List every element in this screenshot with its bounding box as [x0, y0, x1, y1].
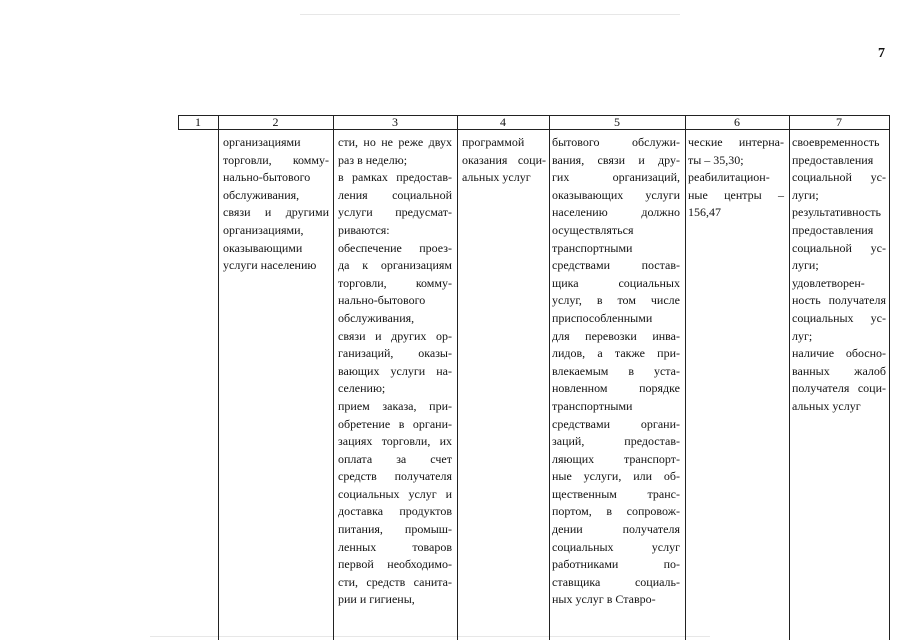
cell-line: обеспечение проез- [338, 240, 452, 255]
cell-line: луги; [792, 258, 819, 273]
col-border-5 [685, 115, 686, 640]
cell-line: оплата за счет [338, 451, 452, 466]
cell-line: сти, но не реже двух [338, 135, 452, 149]
cell-line: связи и других ор- [338, 328, 452, 343]
col-border-6 [789, 115, 790, 640]
cell-line: гих организаций, [552, 170, 680, 185]
cell-line: оказывающих услуги [552, 187, 680, 202]
cell-line: раз в неделю; [338, 152, 408, 167]
cell-line: оказывающими [223, 240, 303, 255]
cell-line: ческие интерна- [688, 135, 784, 149]
cell-line: обслуживания, [338, 310, 415, 325]
cell-line: риваются: [338, 222, 390, 237]
cell-line: наличие обосно- [792, 346, 886, 361]
cell-line: заций, предостав- [552, 434, 680, 449]
cell-line: луги; [792, 187, 819, 202]
cell-line: ность получателя [792, 293, 886, 308]
cell-line: торговли, комму- [223, 152, 329, 167]
cell-line: сти, средств санита- [338, 574, 452, 589]
cell-col-5 [552, 134, 680, 609]
header-col-5: 5 [614, 115, 620, 129]
cell-line: доставка продуктов [338, 504, 452, 519]
cell-line: дении получателя [552, 522, 680, 537]
cell-col-6 [688, 134, 784, 222]
cell-line: средств получателя [338, 469, 452, 484]
data-table [178, 115, 890, 640]
cell-line: предоставления [792, 152, 874, 167]
cell-line: ные услуги, или об- [552, 469, 680, 484]
cell-line: влекаемым в уста- [552, 363, 680, 378]
cell-line: реабилитацион- [688, 170, 770, 185]
cell-line: вающих услуги на- [338, 363, 452, 378]
col-border-4 [549, 115, 550, 640]
cell-line: нально-бытового [338, 293, 426, 308]
cell-line: вания, связи и дру- [552, 152, 680, 167]
cell-line: социальных услуг [552, 539, 680, 554]
cell-line: удовлетворен- [792, 275, 865, 290]
cell-line: бытового обслужи- [552, 135, 680, 149]
cell-line: получателя соци- [792, 381, 886, 396]
cell-col-2 [223, 134, 329, 275]
cell-line: ленных товаров [338, 539, 452, 554]
cell-line: новленном порядке [552, 381, 680, 396]
cell-line: ганизаций, оказы- [338, 346, 452, 361]
cell-line: работниками по- [552, 557, 680, 572]
page-number: 7 [878, 46, 885, 61]
cell-line: луг; [792, 328, 813, 343]
col-border-2 [333, 115, 334, 640]
cell-line: альных услуг [462, 170, 531, 185]
header-col-3: 3 [392, 115, 398, 129]
cell-line: ляющих транспорт- [552, 451, 680, 466]
cell-line: да к организациям [338, 258, 452, 273]
cell-line: альных услуг [792, 398, 861, 413]
scan-artifact-top [300, 14, 680, 15]
cell-line: осуществляться [552, 222, 634, 237]
cell-line: социальной ус- [792, 170, 886, 185]
cell-line: щика социальных [552, 275, 680, 290]
header-col-4: 4 [500, 115, 506, 129]
cell-line: программой [462, 135, 525, 149]
cell-line: ставщика социаль- [552, 574, 680, 589]
cell-line: питания, промыш- [338, 522, 452, 537]
cell-line: результативность [792, 205, 881, 220]
cell-line: ты – 35,30; [688, 152, 744, 167]
header-col-6: 6 [734, 115, 740, 129]
cell-line: нально-бытового [223, 170, 311, 185]
cell-line: транспортными [552, 240, 633, 255]
cell-line: в рамках предостав- [338, 170, 452, 185]
cell-col-7 [792, 134, 886, 416]
header-col-7: 7 [836, 115, 842, 129]
cell-line: связи и другими [223, 205, 329, 220]
header-bottom-border [178, 129, 890, 130]
cell-line: своевременность [792, 135, 880, 149]
cell-line: социальных услуг и [338, 486, 452, 501]
cell-line: ления социальной [338, 187, 452, 202]
cell-col-4 [462, 134, 546, 187]
cell-line: торговли, комму- [338, 275, 452, 290]
cell-line: населению должно [552, 205, 680, 220]
cell-line: рии и гигиены, [338, 592, 415, 607]
cell-line: лидов, а также при- [552, 346, 680, 361]
cell-line: ные центры – [688, 187, 784, 202]
cell-line: предоставления [792, 222, 874, 237]
cell-line: зациях торговли, их [338, 434, 452, 449]
cell-line: средствами постав- [552, 258, 680, 273]
cell-line: ванных жалоб [792, 363, 886, 378]
cell-line: прием заказа, при- [338, 398, 452, 413]
cell-line: социальной ус- [792, 240, 886, 255]
header-col-1: 1 [195, 115, 201, 129]
cell-line: щественным транс- [552, 486, 680, 501]
cell-line: ных услуг в Ставро- [552, 592, 656, 607]
cell-line: социальных ус- [792, 310, 886, 325]
cell-line: селению; [338, 381, 386, 396]
cell-line: первой необходимо- [338, 557, 452, 572]
cell-line: средствами органи- [552, 416, 680, 431]
cell-col-3 [338, 134, 452, 609]
cell-line: приспособленными [552, 310, 653, 325]
cell-line: 156,47 [688, 205, 721, 220]
cell-line: обслуживания, [223, 187, 300, 202]
cell-line: оказания соци- [462, 152, 546, 167]
col-border-7 [889, 115, 890, 640]
cell-line: услуги предусмат- [338, 205, 452, 220]
cell-line: для перевозки инва- [552, 328, 680, 343]
col-border-1 [218, 115, 219, 640]
cell-line: организациями, [223, 222, 304, 237]
col-border-3 [457, 115, 458, 640]
cell-line: обретение в органи- [338, 416, 452, 431]
cell-line: портом, в сопровож- [552, 504, 680, 519]
header-col-2: 2 [272, 115, 279, 129]
cell-line: транспортными [552, 398, 633, 413]
cell-line: услуги населению [223, 258, 317, 273]
cell-line: услуг, в том числе [552, 293, 680, 308]
cell-line: организациями [223, 135, 301, 149]
